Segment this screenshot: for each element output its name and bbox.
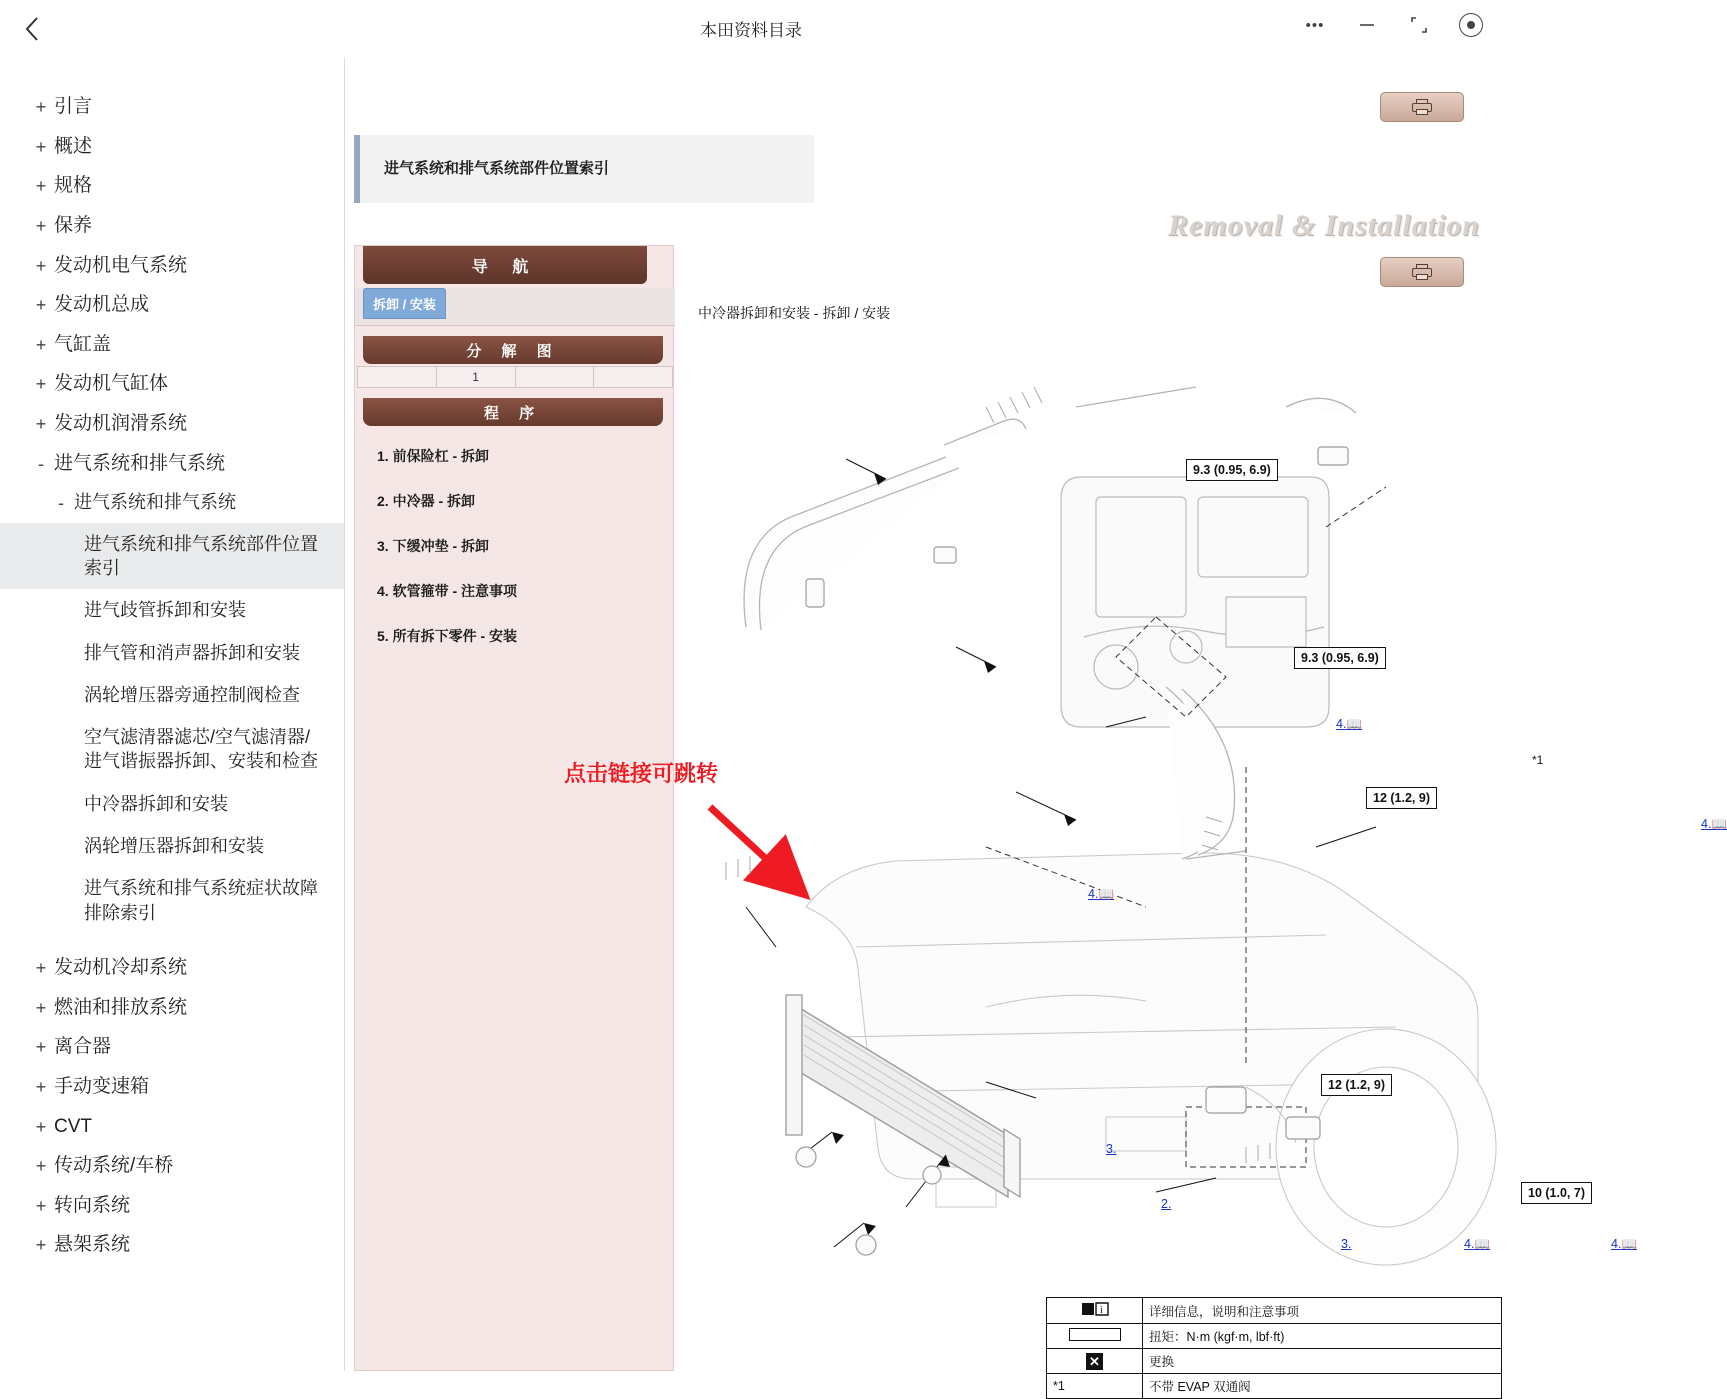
sidebar-item-label: 转向系统 [54, 1194, 131, 1216]
printer-icon [1412, 99, 1432, 115]
book-icon [1080, 1301, 1110, 1317]
maximize-button[interactable] [1402, 8, 1436, 42]
decomposition-row [357, 366, 673, 388]
sidebar-item-22[interactable] [0, 1067, 344, 1107]
sidebar-item-label: 中冷器拆卸和安装 [84, 793, 228, 814]
sidebar-item-intercooler[interactable] [0, 783, 344, 825]
sidebar-item-label: 离合器 [54, 1036, 112, 1058]
twisty-icon: + [35, 1037, 47, 1058]
sidebar-item-label: 进气歧管拆卸和安装 [84, 600, 246, 621]
twisty-icon: + [35, 136, 47, 157]
twisty-icon: + [35, 97, 47, 117]
legend-row-box [1047, 1324, 1502, 1349]
navigation-panel [354, 245, 674, 1371]
sidebar-item-9[interactable] [0, 444, 344, 484]
legend-icon-cell [1047, 1324, 1143, 1349]
ref-link-4e[interactable]: 4.📖 [1611, 1237, 1638, 1251]
sidebar-item-air-cleaner[interactable] [0, 716, 344, 783]
document-title-bar [354, 135, 814, 203]
tab-removal-installation[interactable]: 拆卸 / 安装 [363, 288, 446, 319]
legend-icon-cell [1047, 1298, 1143, 1324]
sidebar-item-24[interactable] [0, 1146, 344, 1186]
legend-text: 扭矩：N·m (kgf·m, lbf·ft) [1143, 1324, 1502, 1349]
twisty-icon: + [35, 295, 47, 316]
sidebar-item-1[interactable] [0, 127, 344, 167]
sidebar-item-label: 空气滤清器滤芯/空气滤清器/进气谐振器拆卸、安装和检查 [84, 727, 318, 772]
sidebar-item-exhaust-pipe[interactable] [0, 632, 344, 674]
torque-callout-3: 12 (1.2, 9) [1366, 787, 1437, 809]
twisty-icon: + [35, 374, 47, 395]
torque-callout-2: 9.3 (0.95, 6.9) [1294, 647, 1386, 669]
sidebar-item-label: 进气系统和排气系统 [54, 452, 226, 474]
twisty-icon: + [35, 1116, 47, 1137]
torque-callout-4: 12 (1.2, 9) [1321, 1074, 1392, 1096]
legend-icon-cell [1047, 1349, 1143, 1374]
sidebar-item-label: 发动机润滑系统 [54, 413, 188, 435]
twisty-icon: + [35, 1235, 47, 1256]
figure-drawing [686, 347, 1496, 1277]
ref-link-2[interactable]: 2. [1161, 1197, 1172, 1211]
sidebar-item-label: CVT [54, 1115, 92, 1137]
sidebar-item-label: 涡轮增压器旁通控制阀检查 [84, 684, 300, 705]
ref-link-3b[interactable]: 3. [1341, 1237, 1352, 1251]
box-icon [1069, 1328, 1121, 1341]
legend-text: 不带 EVAP 双通阀 [1143, 1374, 1502, 1399]
close-button[interactable] [1454, 8, 1488, 42]
maximize-icon [1409, 15, 1429, 35]
more-options-button[interactable]: ••• [1305, 16, 1325, 34]
ref-link-4a[interactable]: 4.📖 [1336, 717, 1363, 731]
sidebar-item-intake-manifold[interactable] [0, 589, 344, 631]
window-title: 本田资料目录 [700, 21, 802, 40]
sidebar-item-label: 燃油和排放系统 [54, 996, 188, 1018]
x-icon: ✕ [1086, 1353, 1103, 1370]
procedure-list [377, 446, 657, 671]
sidebar-item-turbocharger[interactable] [0, 825, 344, 867]
printer-icon [1412, 264, 1432, 280]
sidebar-item-label: 进气系统和排气系统症状故障排除索引 [84, 878, 318, 923]
twisty-icon: + [35, 1156, 47, 1177]
sidebar-item-5[interactable] [0, 285, 344, 325]
legend-row-book [1047, 1298, 1502, 1324]
sidebar-item-label: 引言 [54, 96, 93, 117]
click-link-hint: 点击链接可跳转 [564, 761, 719, 786]
sidebar-item-label: 涡轮增压器拆卸和安装 [84, 836, 264, 857]
twisty-icon: + [35, 255, 47, 276]
minimize-button[interactable] [1350, 8, 1384, 42]
procedure-item-4[interactable]: 4. 软管箍带 - 注意事项 [377, 583, 518, 599]
close-icon [1459, 13, 1483, 37]
sidebar-item-label: 概述 [54, 135, 93, 157]
sidebar-item-20[interactable] [0, 988, 344, 1028]
sidebar-item-label: 气缸盖 [54, 333, 112, 355]
sidebar-item-23[interactable] [0, 1107, 344, 1147]
sidebar-item-label: 手动变速箱 [54, 1075, 150, 1097]
window-controls [1298, 8, 1488, 42]
procedure-item-1[interactable]: 1. 前保险杠 - 拆卸 [377, 448, 490, 464]
decomposition-header: 分 解 图 [363, 336, 663, 364]
content-area [346, 57, 1727, 1394]
sidebar-item-turbo-bypass-valve[interactable] [0, 674, 344, 716]
sidebar-item-0[interactable] [0, 87, 344, 127]
ref-link-4b[interactable]: 4.📖 [1701, 817, 1727, 831]
ref-link-4c[interactable]: 4.📖 [1088, 887, 1115, 901]
torque-callout-1: 9.3 (0.95, 6.9) [1186, 459, 1278, 481]
sidebar-item-label: 传动系统/车桥 [54, 1155, 174, 1177]
sidebar-item-3[interactable] [0, 206, 344, 246]
decomposition-cell-2[interactable] [516, 367, 595, 388]
procedure-header: 程 序 [363, 398, 663, 426]
figure-subtitle: 中冷器拆卸和安装 - 拆卸 / 安装 [698, 305, 891, 321]
decomposition-cell-3[interactable] [594, 367, 673, 388]
sidebar-item-19[interactable] [0, 948, 344, 988]
sidebar-item-10[interactable] [0, 483, 344, 522]
legend-table [1046, 1297, 1502, 1399]
procedure-item-3[interactable]: 3. 下缓冲垫 - 拆卸 [377, 538, 490, 554]
sidebar-item-21[interactable] [0, 1027, 344, 1067]
sidebar-item-25[interactable] [0, 1186, 344, 1226]
legend-row-replace [1047, 1349, 1502, 1374]
twisty-icon: + [35, 957, 47, 978]
decomposition-cell-1[interactable]: 1 [437, 367, 516, 388]
sidebar-item-label: 规格 [54, 175, 93, 197]
ref-link-3a[interactable]: 3. [1106, 1142, 1117, 1156]
twisty-icon: + [35, 997, 47, 1018]
print-button-top[interactable] [1380, 92, 1464, 122]
print-button-figure[interactable] [1380, 257, 1464, 287]
removal-installation-banner: Removal & Installation [1167, 209, 1480, 242]
sidebar-item-2[interactable] [0, 166, 344, 206]
sidebar-item-label: 进气系统和排气系统 [74, 492, 236, 513]
window-titlebar [0, 0, 1502, 57]
legend-row-note [1047, 1374, 1502, 1399]
legend-text: 详细信息，说明和注意事项 [1143, 1298, 1502, 1324]
twisty-icon: + [35, 215, 47, 236]
sidebar-item-4[interactable] [0, 246, 344, 286]
twisty-icon: + [35, 334, 47, 355]
ref-link-4d[interactable]: 4.📖 [1464, 1237, 1491, 1251]
sidebar-item-label: 发动机总成 [54, 294, 150, 316]
navigation-header: 导 航 [363, 246, 647, 284]
sidebar-item-label: 排气管和消声器拆卸和安装 [84, 642, 300, 663]
minimize-icon [1358, 16, 1376, 34]
twisty-icon: + [35, 414, 47, 435]
page-title: 进气系统和排气系统部件位置索引 [384, 160, 610, 177]
twisty-icon: + [35, 1076, 47, 1097]
twisty-icon: - [38, 453, 44, 474]
sidebar-item-label: 悬架系统 [54, 1234, 131, 1256]
legend-text: 更换 [1143, 1349, 1502, 1374]
decomposition-cell-0[interactable] [357, 367, 437, 388]
sidebar-item-label: 保养 [54, 214, 93, 236]
sidebar-item-label: 发动机气缸体 [54, 373, 169, 395]
exploded-view-figure [686, 347, 1727, 1277]
sidebar-tree[interactable] [0, 57, 345, 1371]
sidebar-item-8[interactable] [0, 404, 344, 444]
twisty-icon: + [35, 1195, 47, 1216]
svg-text:i: i [1099, 1305, 1103, 1316]
twisty-icon: + [35, 176, 47, 197]
sidebar-item-location-index[interactable] [0, 523, 344, 590]
sidebar-item-label: 进气系统和排气系统部件位置索引 [84, 533, 318, 578]
note-marker: *1 [1532, 753, 1544, 767]
sidebar-item-26[interactable] [0, 1225, 344, 1265]
sidebar-item-7[interactable] [0, 364, 344, 404]
procedure-item-2[interactable]: 2. 中冷器 - 拆卸 [377, 493, 476, 509]
sidebar-item-label: 发动机冷却系统 [54, 956, 188, 978]
procedure-item-5[interactable]: 5. 所有拆下零件 - 安装 [377, 628, 518, 644]
sidebar-item-label: 发动机电气系统 [54, 254, 188, 276]
torque-callout-5: 10 (1.0, 7) [1521, 1182, 1592, 1204]
legend-note-label: *1 [1047, 1374, 1143, 1399]
sidebar-item-troubleshooting-index[interactable] [0, 867, 344, 934]
twisty-icon: - [58, 493, 64, 514]
sidebar-item-6[interactable] [0, 325, 344, 365]
